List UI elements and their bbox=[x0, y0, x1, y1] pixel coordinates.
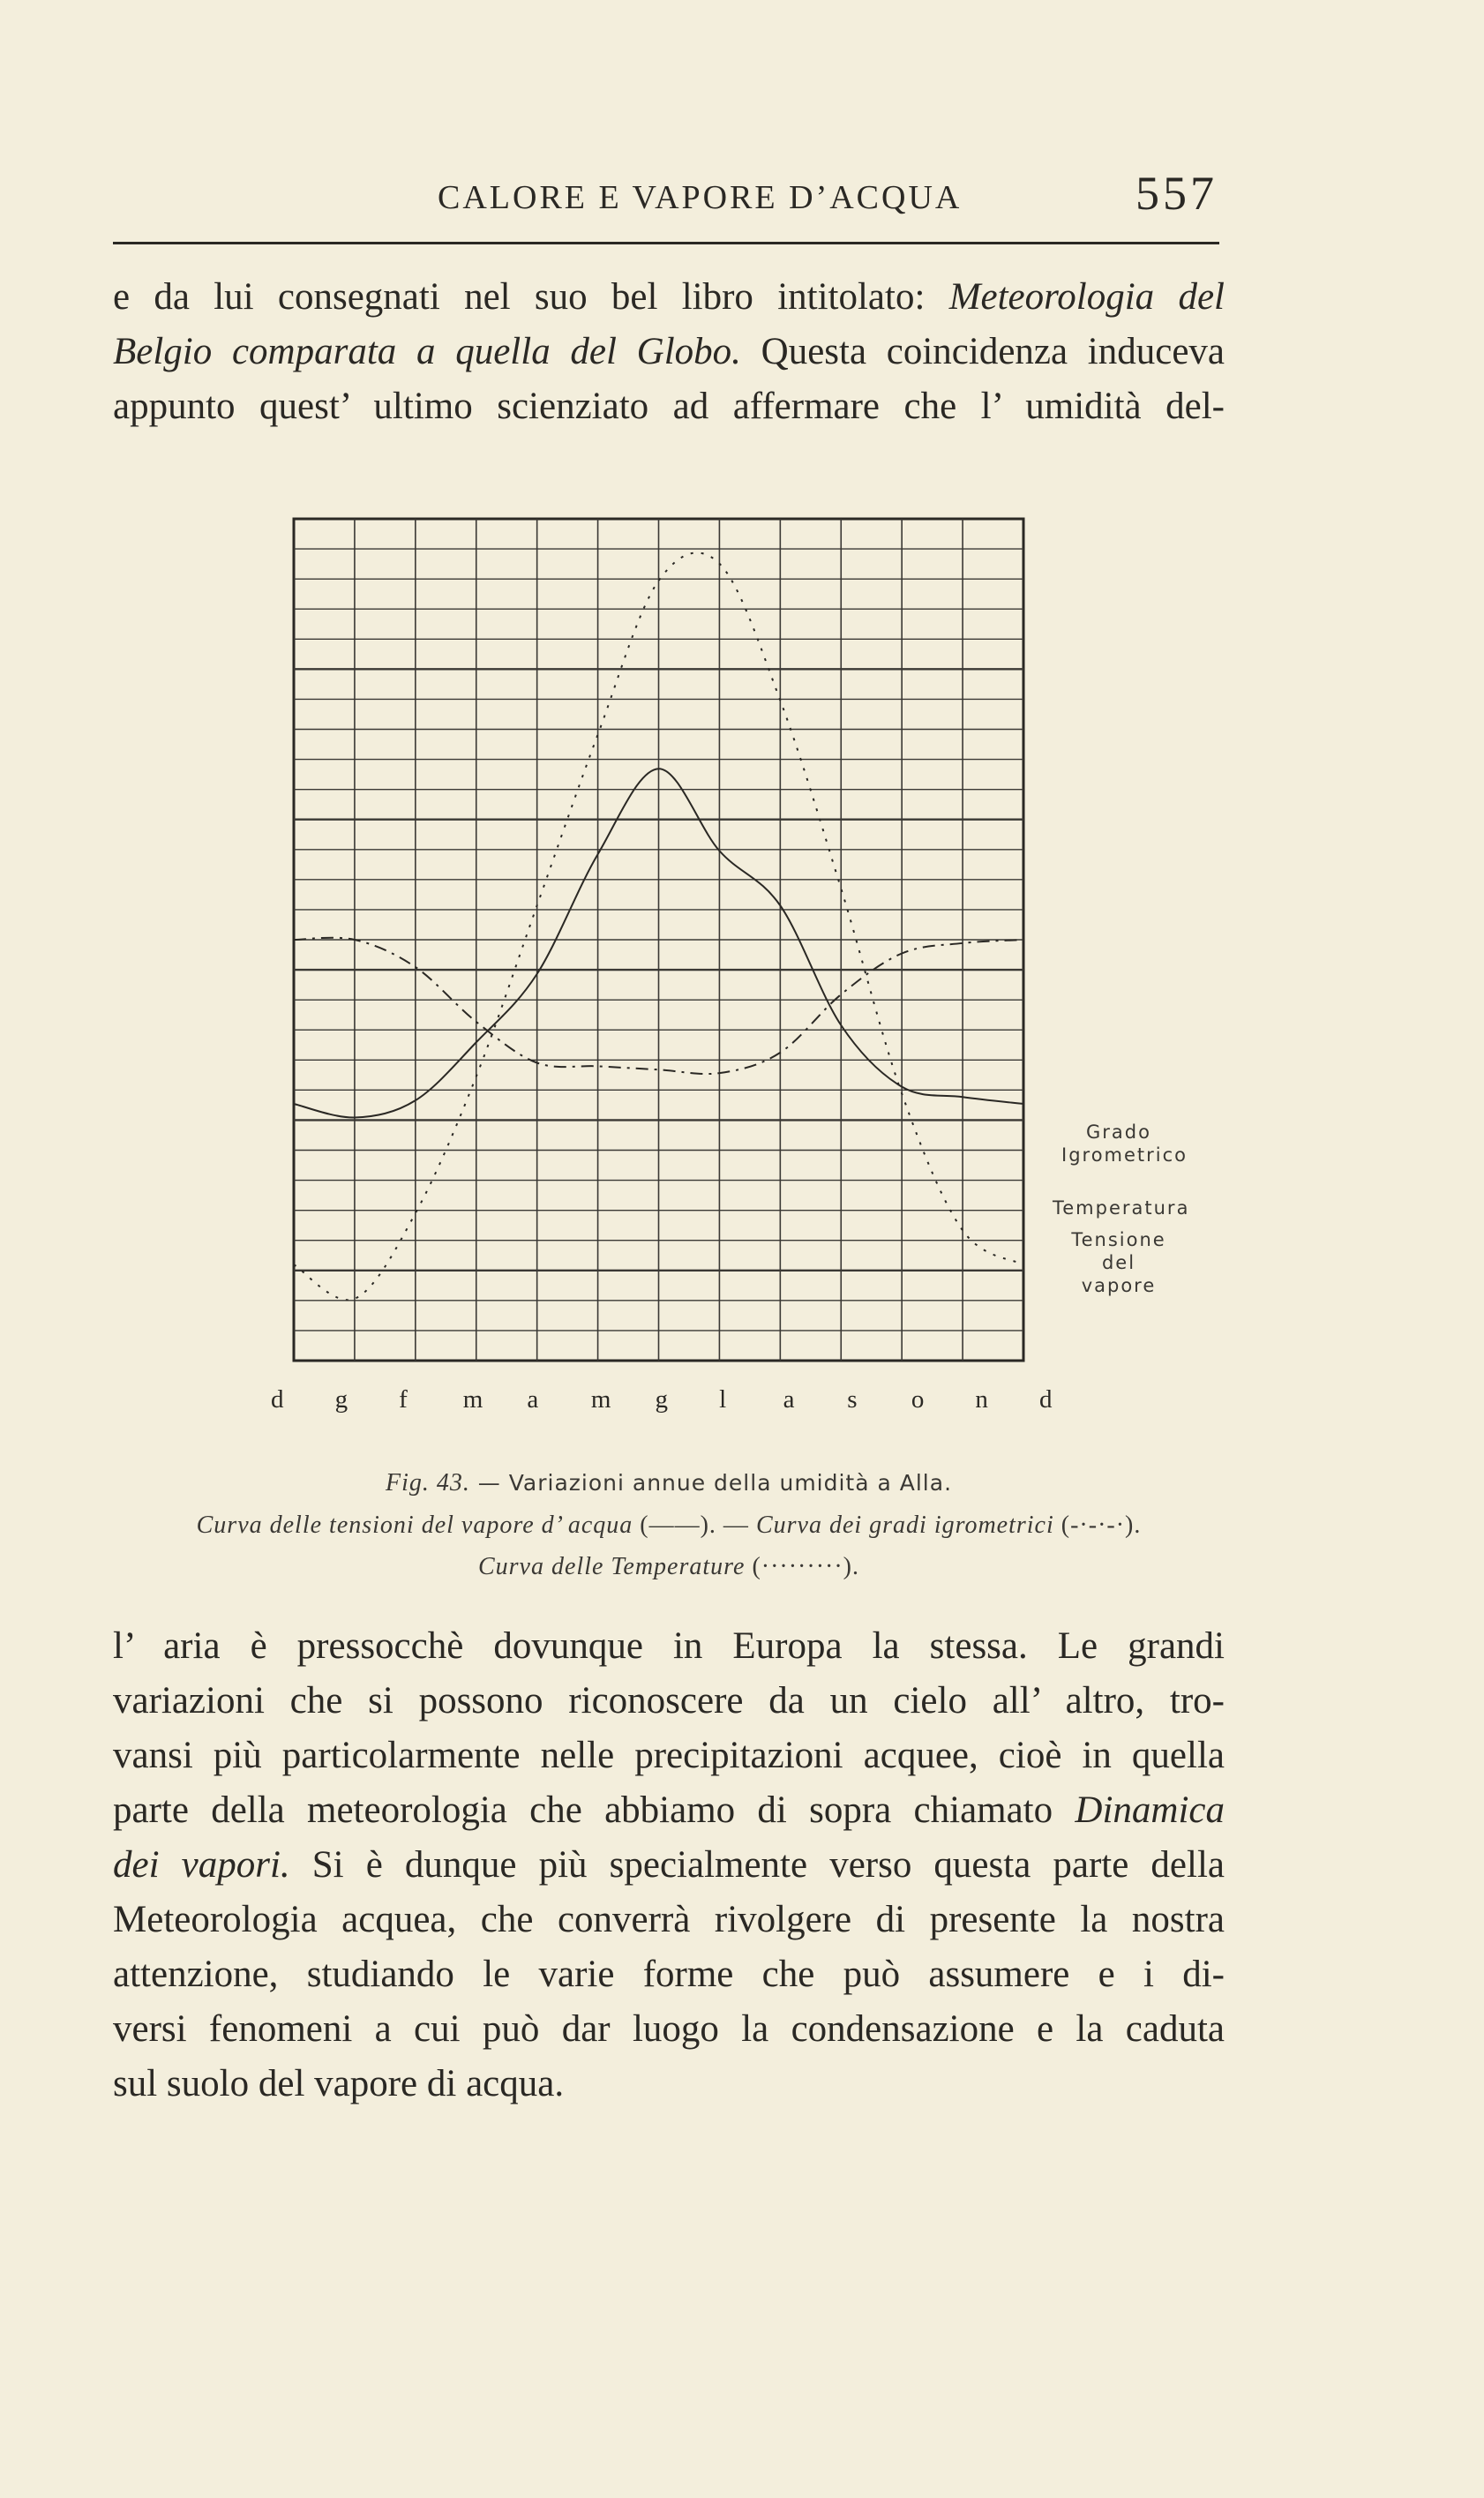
month-label: m bbox=[462, 1385, 483, 1414]
p1-line1-a: e da lui consegnati nel suo bel libro intitolato: bbox=[113, 276, 949, 318]
figure-caption-title bbox=[113, 1469, 1225, 1497]
month-label: a bbox=[783, 1385, 795, 1414]
month-label: m bbox=[590, 1385, 611, 1414]
p1-line2-a: Belgio comparata a quella del Globo. bbox=[113, 331, 741, 372]
month-label: d bbox=[271, 1385, 284, 1414]
figure-caption-legend bbox=[113, 1512, 1225, 1540]
p2-line2: variazioni che si possono riconoscere da un cielo all’ altro, tro- bbox=[113, 1680, 1225, 1722]
cap-temperature-sym: (·········). bbox=[745, 1553, 860, 1580]
legend-tensione-line2: del vapore bbox=[1081, 1252, 1157, 1296]
month-label: a bbox=[527, 1385, 539, 1414]
cap-tensioni-sym: (——). — bbox=[633, 1512, 756, 1539]
p2-line5-b: Si è dunque più specialmente verso questa parte della bbox=[289, 1844, 1225, 1886]
month-label: g bbox=[334, 1385, 349, 1414]
header-rule bbox=[113, 242, 1219, 244]
month-label: f bbox=[399, 1385, 408, 1414]
p2-line8: versi fenomeni a cui può dar luogo la condensazione e la caduta bbox=[113, 2008, 1225, 2050]
cap-gradi-sym: (-·-·-·). bbox=[1053, 1512, 1142, 1539]
chart-grid bbox=[294, 519, 1023, 1361]
cap-temperature: Curva delle Temperature bbox=[477, 1553, 746, 1580]
month-label: n bbox=[975, 1385, 988, 1414]
month-label: o bbox=[911, 1385, 925, 1414]
p1-line1-b: Meteorologia del bbox=[948, 276, 1225, 318]
page-header bbox=[113, 166, 1218, 236]
p2-line3: vansi più particolarmente nelle precipitazioni acquee, cioè in quella bbox=[113, 1735, 1225, 1776]
legend-grado-line2: Igrometrico bbox=[1061, 1144, 1188, 1166]
figure-43 bbox=[113, 503, 1260, 1429]
p1-line3: appunto quest’ ultimo scienziato ad affermare che l’ umidità del- bbox=[113, 386, 1225, 427]
p1-line2-b: Questa coincidenza induceva bbox=[740, 331, 1225, 372]
p2-line4-b: Dinamica bbox=[1075, 1789, 1225, 1831]
fig-label: Fig. 43. bbox=[385, 1469, 470, 1497]
legend-temperatura: Temperatura bbox=[1053, 1197, 1190, 1219]
figure-caption-temperature bbox=[113, 1553, 1225, 1581]
p2-line1: l’ aria è pressocchè dovunque in Europa la stessa. Le grandi bbox=[113, 1625, 1225, 1667]
month-label: l bbox=[719, 1385, 727, 1414]
p2-line4-a: parte della meteorologia che abbiamo di sopra chiamato bbox=[113, 1789, 1076, 1831]
legend-grado-line1: Grado bbox=[1086, 1121, 1151, 1143]
month-label: g bbox=[655, 1385, 668, 1414]
p2-line9: sul suolo del vapore di acqua. bbox=[113, 2063, 565, 2104]
paragraph-top bbox=[113, 270, 1225, 434]
page-number: 557 bbox=[1135, 167, 1218, 220]
fig-title: — Variazioni annue della umidità a Alla. bbox=[469, 1470, 953, 1496]
cap-gradi: Curva dei gradi igrometrici bbox=[755, 1512, 1054, 1539]
running-head: CALORE E VAPORE D’ACQUA bbox=[438, 179, 963, 216]
cap-tensioni: Curva delle tensioni del vapore d’ acqua bbox=[196, 1512, 633, 1539]
legend-tensione bbox=[1061, 1228, 1176, 1297]
p2-line5-a: dei vapori. bbox=[113, 1844, 290, 1886]
p2-line6: Meteorologia acquea, che converrà rivolgere di presente la nostra bbox=[113, 1899, 1225, 1940]
p2-line7: attenzione, studiando le varie forme che può assumere e i di- bbox=[113, 1954, 1225, 1995]
legend-tensione-line1: Tensione bbox=[1071, 1229, 1166, 1250]
legend-grado bbox=[1061, 1121, 1188, 1166]
paragraph-bottom bbox=[113, 1619, 1225, 2112]
month-label: s bbox=[847, 1385, 858, 1414]
month-label: d bbox=[1039, 1385, 1053, 1414]
